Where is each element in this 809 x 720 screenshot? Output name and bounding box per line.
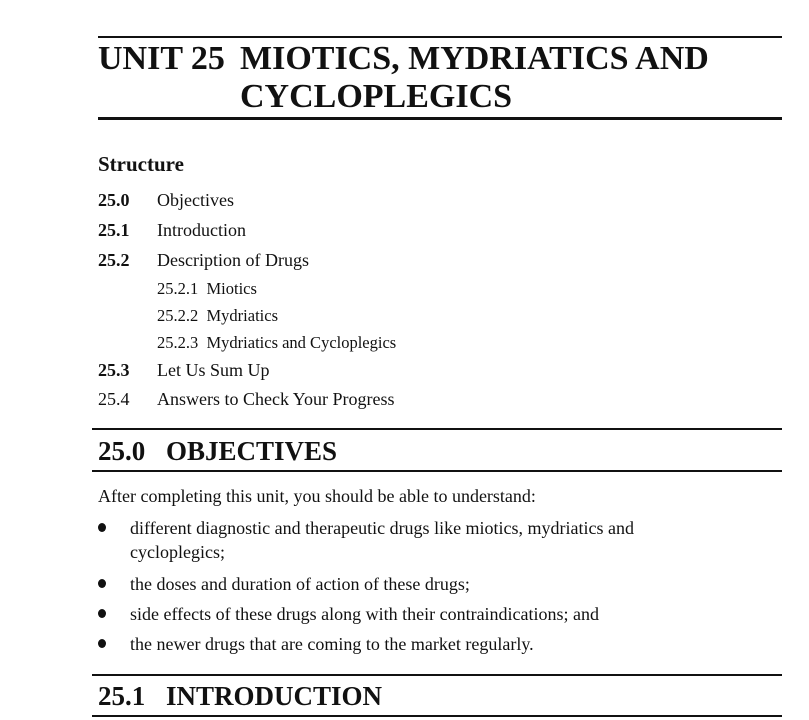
objectives-heading-title: OBJECTIVES: [166, 436, 338, 466]
toc-subitem-label: Miotics: [206, 279, 257, 298]
objectives-bottom-rule: [92, 470, 782, 472]
bullet-icon: [98, 523, 106, 532]
list-item-text: the doses and duration of action of these drugs;: [130, 574, 470, 594]
bullet-icon: [98, 609, 106, 618]
toc-item-number: 25.2: [98, 250, 130, 270]
bullet-icon: [98, 579, 106, 588]
top-rule: [98, 36, 782, 38]
objectives-intro: After completing this unit, you should be able to understand:: [98, 486, 536, 506]
toc-subitem: [157, 279, 257, 299]
objectives-heading-number: 25.0: [98, 436, 146, 466]
objectives-heading: [98, 436, 337, 467]
toc-item-label: Introduction: [157, 220, 246, 240]
toc-subitem-number: 25.2.1: [157, 279, 199, 298]
toc-item-label: Let Us Sum Up: [157, 360, 270, 380]
unit-number: UNIT 25: [98, 40, 225, 77]
introduction-top-rule: [92, 674, 782, 676]
toc-item-label: Description of Drugs: [157, 250, 309, 270]
toc-subitem-label: Mydriatics: [206, 306, 278, 325]
introduction-heading: [98, 681, 382, 712]
bullet-icon: [98, 639, 106, 648]
introduction-heading-title: INTRODUCTION: [166, 681, 383, 711]
structure-heading: Structure: [98, 152, 184, 176]
list-item-text: [130, 516, 634, 564]
toc-subitem-label: Mydriatics and Cycloplegics: [206, 333, 397, 352]
toc-subitem-number: 25.2.3: [157, 333, 199, 352]
list-item-text: side effects of these drugs along with their contraindications; and: [130, 604, 600, 624]
list-item-text: the newer drugs that are coming to the market regularly.: [130, 634, 534, 654]
unit-title-line2: CYCLOPLEGICS: [240, 78, 513, 115]
list-item-line: cycloplegics;: [130, 542, 225, 562]
toc-item-number: 25.3: [98, 360, 130, 380]
toc-item-label: Objectives: [157, 190, 234, 210]
title-rule: [98, 117, 782, 120]
introduction-heading-number: 25.1: [98, 681, 146, 711]
objectives-top-rule: [92, 428, 782, 430]
toc-item-number: 25.4: [98, 389, 130, 409]
toc-subitem: [157, 333, 396, 353]
toc-subitem: [157, 306, 278, 326]
introduction-bottom-rule: [92, 715, 782, 717]
list-item-line: different diagnostic and therapeutic drugs like miotics, mydriatics and: [130, 518, 635, 538]
toc-item-number: 25.1: [98, 220, 130, 240]
unit-title-line1: MIOTICS, MYDRIATICS AND: [240, 40, 709, 77]
toc-item-number: 25.0: [98, 190, 130, 210]
toc-item-label: Answers to Check Your Progress: [157, 389, 395, 409]
toc-subitem-number: 25.2.2: [157, 306, 199, 325]
unit-title: [98, 40, 709, 116]
